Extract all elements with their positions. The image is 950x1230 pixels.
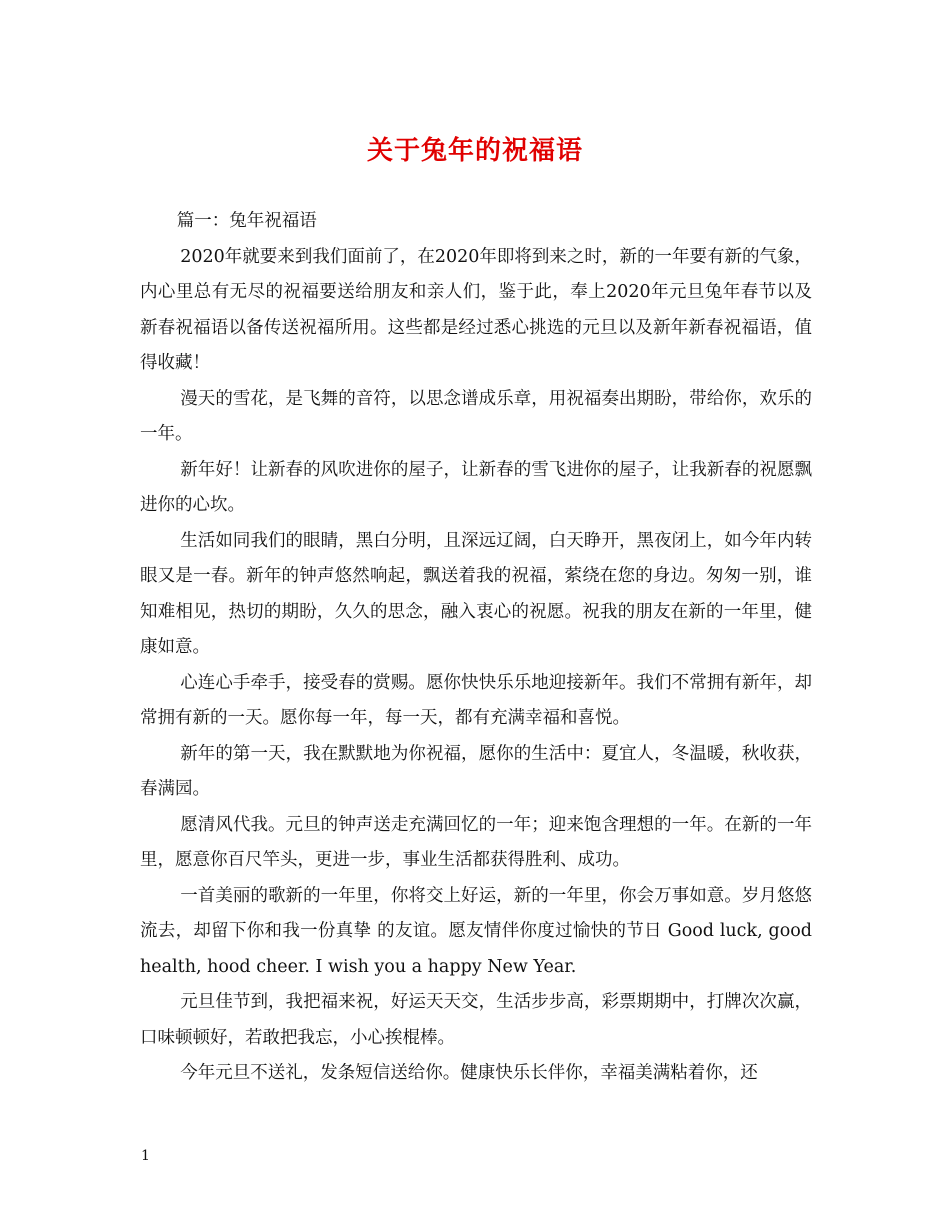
document-body [140,204,812,1092]
paragraph: 一首美丽的歌新的一年里，你将交上好运，新的一年里，你会万事如意。岁月悠悠流去，却留下你和我一份真挚 的友谊。愿友情伴你度过愉快的节日 Good luck, good health, hood cheer. I wish you a happy New Year. [140,885,812,977]
paragraph: 漫天的雪花，是飞舞的音符，以思念谱成乐章，用祝福奏出期盼，带给你，欢乐的一年。 [140,388,812,444]
paragraph: 心连心手牵手，接受春的赏赐。愿你快快乐乐地迎接新年。我们不常拥有新年，却常拥有新的一天。愿你每一年，每一天，都有充满幸福和喜悦。 [140,672,812,728]
paragraph: 2020年就要来到我们面前了，在2020年即将到来之时，新的一年要有新的气象，内心里总有无尽的祝福要送给朋友和亲人们，鉴于此，奉上2020年元旦兔年春节以及新春祝福语以备传送祝福所用。这些都是经过悉心挑选的元旦以及新年新春祝福语，值得收藏！ [140,246,812,373]
paragraph: 愿清风代我。元旦的钟声送走充满回忆的一年；迎来饱含理想的一年。在新的一年里，愿意你百尺竿头，更进一步，事业生活都获得胜利、成功。 [140,814,812,870]
paragraph: 新年的第一天，我在默默地为你祝福，愿你的生活中：夏宜人，冬温暖，秋收获，春满园。 [140,743,812,799]
document-title: 关于兔年的祝福语 [366,136,583,166]
paragraph: 新年好！让新春的风吹进你的屋子，让新春的雪飞进你的屋子，让我新春的祝愿飘进你的心坎。 [140,459,812,515]
paragraph: 元旦佳节到，我把福来祝，好运天天交，生活步步高，彩票期期中，打牌次次赢，口味顿顿好，若敢把我忘，小心挨棍棒。 [140,992,812,1048]
paragraph: 今年元旦不送礼，发条短信送给你。健康快乐长伴你，幸福美满粘着你，还 [180,1063,758,1083]
section-heading: 篇一：兔年祝福语 [176,211,317,231]
page-number: 1 [141,1148,150,1164]
paragraph: 生活如同我们的眼睛，黑白分明，且深远辽阔，白天睁开，黑夜闭上，如今年内转眼又是一春。新年的钟声悠然响起，飘送着我的祝福，萦绕在您的身边。匆匆一别，谁知难相见，热切的期盼，久久的思念，融入衷心的祝愿。祝我的朋友在新的一年里，健康如意。 [140,530,812,657]
